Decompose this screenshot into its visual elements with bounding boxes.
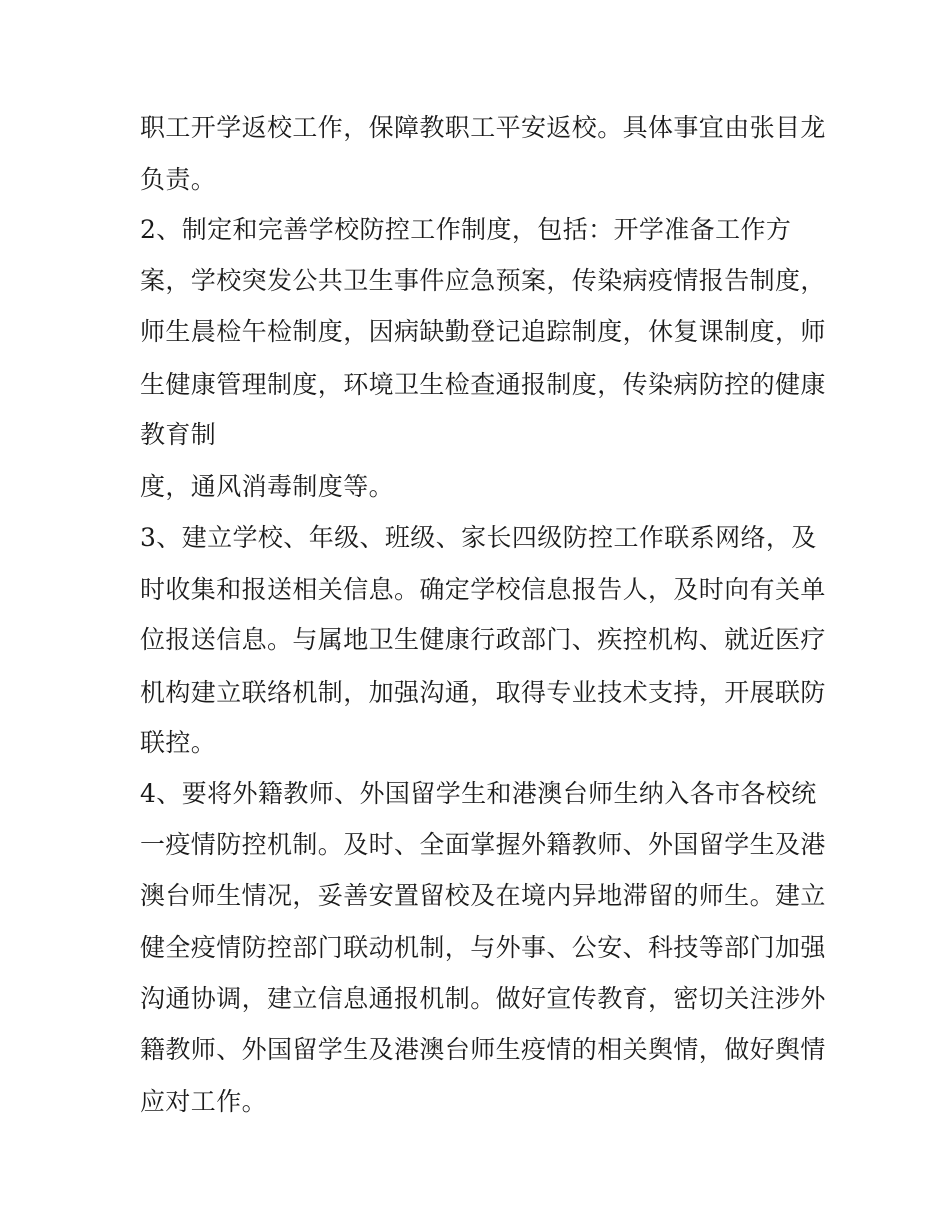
text-line: 健全疫情防控部门联动机制，与外事、公安、科技等部门加强 bbox=[140, 933, 826, 962]
text-line: 2、制定和完善学校防控工作制度，包括：开学准备工作方 bbox=[140, 215, 792, 244]
text-line: 负责。 bbox=[140, 165, 217, 194]
text-line: 案，学校突发公共卫生事件应急预案，传染病疫情报告制度， bbox=[140, 266, 826, 295]
text-line: 时收集和报送相关信息。确定学校信息报告人，及时向有关单 bbox=[140, 575, 826, 604]
text-line: 3、建立学校、年级、班级、家长四级防控工作联系网络，及 bbox=[140, 523, 817, 552]
text-line: 师生晨检午检制度，因病缺勤登记追踪制度，休复课制度，师 bbox=[140, 317, 826, 346]
text-line: 4、要将外籍教师、外国留学生和港澳台师生纳入各市各校统 bbox=[140, 779, 817, 808]
text-line: 生健康管理制度，环境卫生检查通报制度，传染病防控的健康 bbox=[140, 370, 826, 399]
text-line: 一疫情防控机制。及时、全面掌握外籍教师、外国留学生及港 bbox=[140, 830, 826, 859]
text-line: 联控。 bbox=[140, 728, 217, 757]
text-line: 澳台师生情况，妥善安置留校及在境内异地滞留的师生。建立 bbox=[140, 881, 826, 910]
text-line: 应对工作。 bbox=[140, 1087, 268, 1116]
text-line: 度，通风消毒制度等。 bbox=[140, 472, 395, 501]
text-line: 籍教师、外国留学生及港澳台师生疫情的相关舆情，做好舆情 bbox=[140, 1035, 826, 1064]
text-line: 职工开学返校工作，保障教职工平安返校。具体事宜由张目龙 bbox=[140, 113, 826, 142]
text-line: 教育制 bbox=[140, 420, 217, 449]
text-line: 位报送信息。与属地卫生健康行政部门、疾控机构、就近医疗 bbox=[140, 625, 826, 654]
text-line: 机构建立联络机制，加强沟通，取得专业技术支持，开展联防 bbox=[140, 678, 826, 707]
text-line: 沟通协调，建立信息通报机制。做好宣传教育，密切关注涉外 bbox=[140, 984, 826, 1013]
